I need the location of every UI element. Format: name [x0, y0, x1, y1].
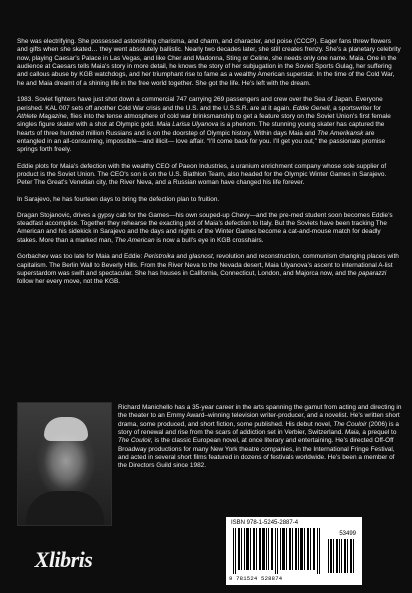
blurb-italic: Maia Larisa Ulyanova	[156, 121, 219, 129]
bio-text: a prequel to	[360, 429, 397, 437]
publisher-logo	[17, 546, 110, 574]
isbn-text: ISBN 978-1-5245-2887-4	[231, 520, 299, 526]
author-bio	[118, 404, 402, 471]
blurb-italic: The American	[114, 236, 155, 244]
blurb-text: Dragan Stojanovic, drives a gypsy cab for the Games—his own souped-up Chevy—and the pre-med student soon becomes Eddie’s steadfast accomplice. Together they rehearse the exacting plot of Maia’s defection to Italy. But the Soviets have been tracking The American and his sidekick in Sarajevo and the days and nights of the Winter Games become a cat-and-mouse match for deadly stakes. More than a marked man,	[17, 211, 393, 244]
bio-text: (2006) is a story of renewal and rise from the scars of addiction set in Verbier, Switzerland.	[118, 420, 399, 437]
publisher-name: Xlibris	[34, 547, 93, 572]
blurb-text: and	[174, 253, 189, 261]
blurb-paragraph-5	[17, 212, 401, 245]
bio-text: Richard Manichello has a 35-year career in the arts spanning the gamut from acting and directing in the theater to an Emmy Award–winning television writer-producer, and a novelist. He’s written short drama, some produced, and short fiction, some published. His debut novel,	[118, 404, 402, 428]
blurb-paragraph-1: She was electrifying. She possessed astonishing charisma, and charm, and character, and poise (CCCP). Eager fans threw flowers and gifts when she skated… they went absolutely ballistic. Nearly two decades later, she still creates frenzy. She’s a planetary celebrity now, playing Caesar’s Palace in Las Vegas, and like Cher and Madonna, Sting or Celine, she needs only one name. Maia. One in the audience at Caesars tells Maia’s story in more detail, he knows the story of her subjugation in the Soviet Sports Gulag, her suffering and callous abuse by KGB watchdogs, and her triumphant rise to fame as a wealthy American superstar. In the time of the Cold War, he and Maia dreamt of a shining life in the free world together. She got the life. He’s left with the dream.	[17, 38, 401, 87]
blurb-text: Gorbachev was too late for Maia and Eddie:	[17, 253, 145, 261]
ean-barcode-bars	[233, 528, 323, 574]
price-barcode-bars	[328, 539, 356, 573]
blurb-text: are entangled in an all-consuming, impossible—and illicit— love affair. “I’ll come back for you. I’ll get you out,” the passionate promise springs forth freely.	[17, 129, 386, 154]
barcode-digits: 9 781524 528874	[229, 575, 283, 582]
blurb-text: revolution and reconstruction, communism changing places with capitalism. The Berlin Wall to Beverly Hills. From the River Neva to the Nevada desert, Maia Ulyanova’s ascent to international A-list superstardom was swift and spectacular. She has houses in California, Connecticut, London, and Majorca now, and the	[17, 253, 399, 277]
blurb-paragraph-4: In Sarajevo, he has fourteen days to bring the defection plan to fruition.	[17, 195, 220, 203]
back-cover-blurb	[17, 38, 401, 295]
blurb-italic: paparazzi	[358, 269, 387, 277]
blurb-italic: Eddie Genell,	[292, 104, 332, 112]
blurb-text: follow her every move, not the KGB.	[17, 278, 121, 286]
bio-italic: The Couloir	[333, 420, 367, 428]
blurb-text: is a phenom. The stunning young skater has captured the hearts of three hundred million Russians and is on the doorstep of Olympic history. Within days Maia and	[17, 121, 385, 137]
bio-text: is the classic European novel, at once literary and entertaining. He’s directed Off-Off Broadway productions for many New York theatre companies, in the International Fringe Festival, and acted in several short films featured in dozens of festivals worldwide. He’s been a member of the Directors Guild since 1982.	[118, 437, 395, 470]
blurb-text: a sportswriter for	[331, 104, 382, 112]
author-photo-shirt	[26, 491, 104, 526]
blurb-text: flies into the tense atmosphere of cold war brinksmanship to get a feature story on the Soviet Union’s first female singles figure skater with a shot at Olympic gold.	[17, 112, 391, 129]
blurb-paragraph-3: Eddie plots for Maia’s defection with the wealthy CEO of Paeon Industries, a uranium enrichment company whose sole supplier of product is the Soviet Union. The CEO’s son is on the U.S. Biathlon Team, also headed for the Olympic Winter Games in Sarajevo. Peter The Great’s Venetian city, the River Neva, and a Russian woman have changed his life forever.	[17, 162, 387, 187]
blurb-text: 1983. Soviet fighters have just shot down a commercial 747 carrying 269 passengers and crew over the Sea of Japan. Everyone perished. KAL 007 sets off another Cold War crisis and the U.S. and the U.S.S.R. are at it again.	[17, 96, 383, 112]
price-code: 53499	[339, 531, 356, 537]
bio-italic: Maia,	[344, 429, 361, 437]
author-photo-hair	[44, 417, 88, 441]
blurb-paragraph-2	[17, 96, 401, 154]
author-photo	[17, 402, 112, 526]
blurb-italic: Athlete Magazine,	[17, 112, 69, 120]
blurb-paragraph-6	[17, 253, 401, 286]
blurb-text: is now a bull’s eye in KGB crosshairs.	[154, 236, 264, 244]
bio-italic: The Couloir,	[118, 437, 153, 445]
blurb-italic: glasnost,	[188, 253, 215, 261]
blurb-italic: The Amerikansk	[317, 129, 364, 137]
blurb-italic: Peristroika	[144, 253, 175, 261]
isbn-barcode	[226, 517, 362, 585]
